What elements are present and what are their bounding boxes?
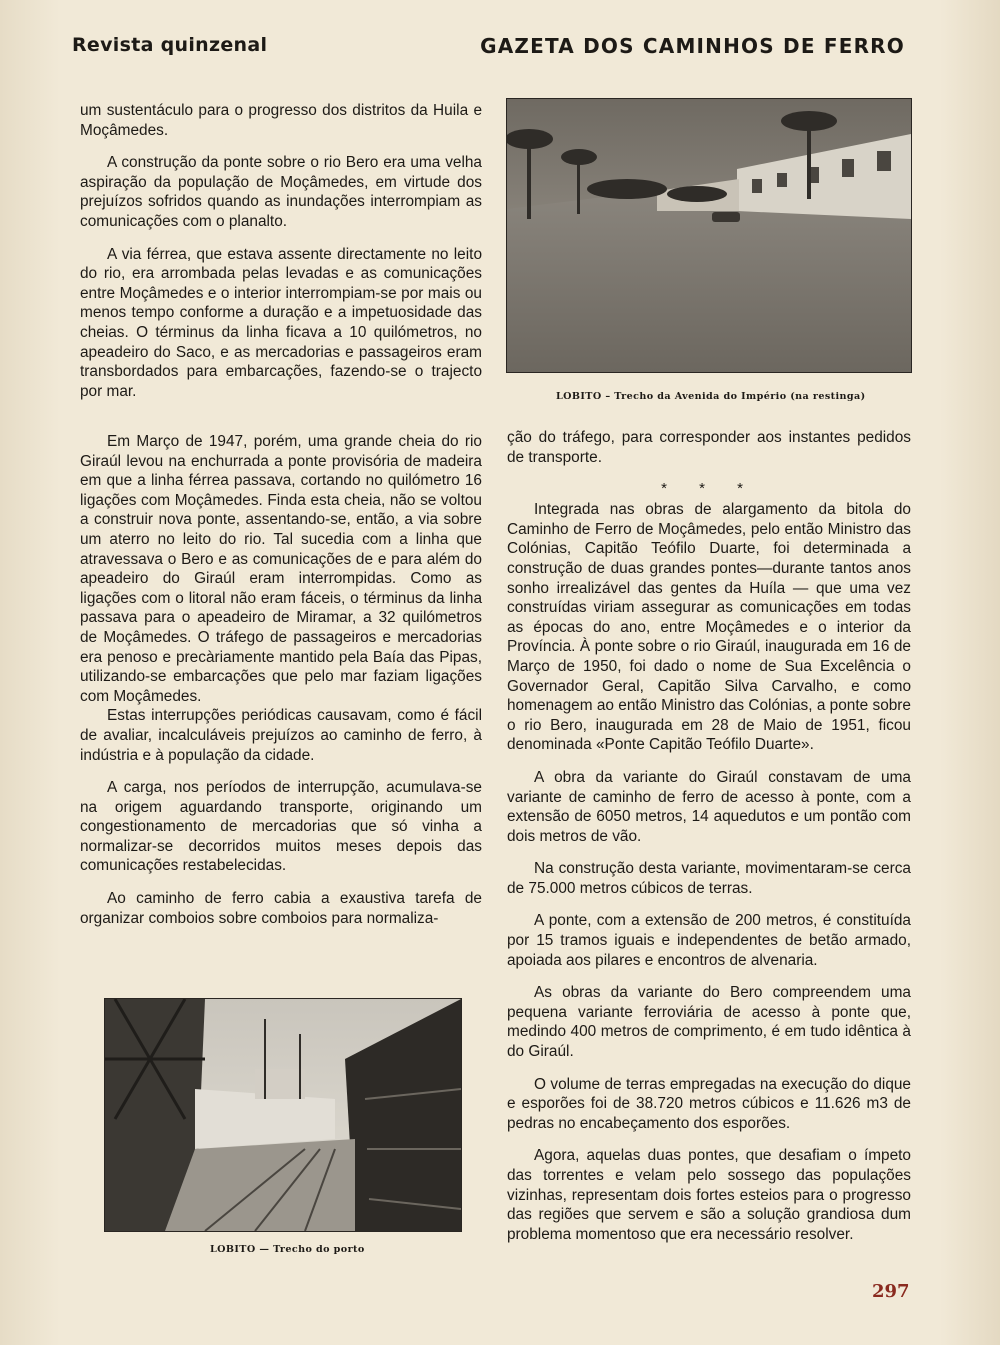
photo-trecho-porto xyxy=(104,998,462,1232)
paragraph: A construção da ponte sobre o rio Bero era uma velha aspiração da população de Moçâmedes, em virtude dos prejuízos sofridos quando as inundações interrompiam as comunicações com o planalto. xyxy=(80,154,482,230)
paragraph: Ao caminho de ferro cabia a exaustiva tarefa de organizar comboios sobre comboios para normaliza- xyxy=(80,890,482,927)
right-column xyxy=(507,428,911,1257)
photo-caption-top: LOBITO – Trecho da Avenida do Império (na restinga) xyxy=(556,391,866,402)
page-header xyxy=(72,34,905,66)
paragraph: Integrada nas obras de alargamento da bitola do Caminho de Ferro de Moçâmedes, pelo então Ministro das Colónias, Capitão Teófilo Duarte, foi determinada a construção de duas grandes pontes—durante tantos anos sonho irrealizável das gentes da Huíla — que uma vez construídas viriam assegurar as comunicações em todas as épocas do ano, entre Moçâmedes e o interior da Província. À ponte sobre o rio Giraúl, inaugurada em 16 de Março de 1950, foi dado o nome de Sua Excelência o Governador Geral, Capitão Silva Carvalho, e como homenagem ao então Ministro das Colónias, a ponte sobre o rio Bero, inaugurada em 28 de Maio de 1951, ficou denominada «Ponte Capitão Teófilo Duarte». xyxy=(507,501,911,754)
paragraph: Agora, aquelas duas pontes, que desafiam o ímpeto das torrentes e velam pelo sossego das populações vizinhas, representam dois fortes esteios para o progresso das regiões que servem e são a solução grandiosa dum problema momentoso que era necessário resolver. xyxy=(507,1147,911,1243)
paragraph: A obra da variante do Giraúl constavam de uma variante de caminho de ferro de acesso à ponte, com a extensão de 6050 metros, 14 aquedutos e um pontão com dois metros de vão. xyxy=(507,768,911,845)
photo-avenida-imperio xyxy=(506,98,912,373)
port-photo-image xyxy=(105,999,461,1231)
paragraph: As obras da variante do Bero compreendem uma pequena variante ferroviária de acesso à ponte que, medindo 400 metros de comprimento, é em tudo idêntica à do Giraúl. xyxy=(507,984,911,1061)
left-column-bottom xyxy=(80,432,482,941)
paragraph: A ponte, com a extensão de 200 metros, é constituída por 15 tramos iguais e independentes de betão armado, apoiada aos pilares e encontros de alvenaria. xyxy=(507,912,911,969)
paragraph: Na construção desta variante, movimentaram-se cerca de 75.000 metros cúbicos de terras. xyxy=(507,860,911,897)
paragraph: Em Março de 1947, porém, uma grande cheia do rio Giraúl levou na enchurrada a ponte provisória de madeira em que a linha férrea passava, cortando no quilómetro 16 ligações com Moçâmedes. Finda esta cheia, não se voltou a construir nova ponte, assentando-se, então, a via sobre um aterro no leito do rio. Tal sucedia com a linha que atravessava o Bero e as comunicações de e para além do apeadeiro do Giraúl eram interrompidas. Como as ligações com o litoral não eram fáceis, o términus da linha passava para o apeadeiro de Miramar, a 32 quilómetros de Moçâmedes. O tráfego de passageiros e mercadorias era penoso e precàriamente mantido pela Baía das Pipas, utilizando-se embarcações que pelo mar faziam ligações com Moçâmedes. xyxy=(80,433,482,705)
paragraph: ção do tráfego, para corresponder aos instantes pedidos de transporte. xyxy=(507,429,911,466)
paragraph: Estas interrupções periódicas causavam, como é fácil de avaliar, incalculáveis prejuízos ao caminho de ferro, à indústria e à população da cidade. xyxy=(80,707,482,764)
publication-frequency: Revista quinzenal xyxy=(72,34,268,56)
paragraph: A carga, nos períodos de interrupção, acumulava-se na origem aguardando transporte, originando um congestionamento de mercadorias que só vinha a normalizar-se decorridos muitos meses depois das comunicações restabelecidas. xyxy=(80,779,482,875)
paragraph: A via férrea, que estava assente directamente no leito do rio, era arrombada pelas levadas e as comunicações entre Moçâmedes e o interior interrompiam-se por mais ou menos tempo conforme a duração e a impetuosidade das cheias. O términus da linha ficava a 10 quilómetros, no apeadeiro do Saco, e as mercadorias e passageiros eram transbordados para embarcações, fazendo-se o trajecto por mar. xyxy=(80,245,482,400)
magazine-title: GAZETA DOS CAMINHOS DE FERRO xyxy=(480,34,905,58)
left-column-top xyxy=(80,101,482,414)
photo-caption-bottom: LOBITO — Trecho do porto xyxy=(210,1244,365,1255)
paragraph: um sustentáculo para o progresso dos distritos da Huila e Moçâmedes. xyxy=(80,102,482,139)
section-separator: * * * xyxy=(661,480,757,498)
page-number: 297 xyxy=(872,1281,910,1302)
avenue-photo-image xyxy=(507,99,911,372)
paragraph: O volume de terras empregadas na execução do dique e esporões foi de 38.720 metros cúbicos e 11.626 m3 de pedras no encabeçamento dos esporões. xyxy=(507,1075,911,1132)
